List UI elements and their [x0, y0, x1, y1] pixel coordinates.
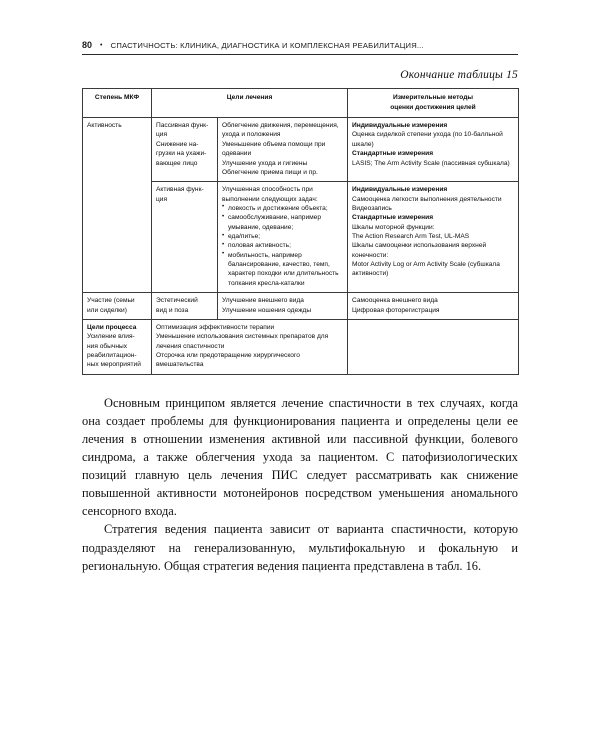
- goal-bullet-item: • ловкость и достижение объекта;: [222, 204, 343, 213]
- cell-goals-active: [218, 182, 348, 293]
- header-measurement-line2: оценки достижения целей: [390, 103, 476, 111]
- subtype-aesthetic-line2: вид и поза: [156, 306, 189, 314]
- goal-bullet-item: • еда/питье;: [222, 232, 343, 241]
- treatment-goals-table: [82, 88, 519, 375]
- header-measurement-methods: [348, 89, 519, 118]
- goal-item: Облегчение движения, перемещения, ухода и положения: [222, 122, 339, 139]
- goal-item: Улучшение ухода и гигиены: [222, 159, 308, 167]
- table-row: [83, 118, 519, 182]
- process-goals-subtitle-line2: ния обычных: [87, 342, 128, 350]
- measure-item: Самооценка внешнего вида: [352, 297, 438, 305]
- header-treatment-goals: Цели лечения: [152, 89, 348, 118]
- table-header: [83, 89, 519, 118]
- icf-participation-line2: или сиделки): [87, 306, 127, 314]
- process-goals-title: Цели процесса: [87, 323, 137, 331]
- cell-subtype-passive: [152, 118, 218, 182]
- subtype-passive-line2: ция: [156, 131, 168, 139]
- subtype-passive-line4: грузки на ухажи-: [156, 150, 207, 158]
- goal-item: Облегчение приема пищи и пр.: [222, 168, 318, 176]
- cell-measures-participation: [348, 293, 519, 320]
- icf-participation-line1: Участие (семьи: [87, 297, 135, 305]
- measures-standard-title: Стандартные измерения: [352, 214, 434, 222]
- measures-standard-text: The Action Research Arm Test, UL-MAS: [352, 233, 470, 241]
- paragraph: Основным принципом является лечение спастичности в тех случаях, когда она создает проблемы для функционирования пациента и определены цели ее лечения в отношении изменения активной или пассивной функции, болевого синдрома, а также облегчения ухода за пациентом. С патофизиологических позиций главную цель лечения ПИС следует рассматривать как снижение повышенной активности мотонейронов посредством уменьшения аномального сенсорного входа.: [82, 395, 518, 519]
- running-head: [82, 40, 518, 53]
- measures-standard-text: Шкалы моторной функции:: [352, 223, 435, 231]
- goal-bullet-item: • мобильность, например балансирование, качество, темп, характер походки или длительность толкания кресла-каталки: [222, 251, 343, 288]
- table-caption: Окончание таблицы 15: [400, 69, 518, 81]
- subtype-active-line2: ция: [156, 195, 168, 203]
- measures-standard-text: Шкалы самооценки использования верхней конечности:: [352, 242, 487, 259]
- goal-intro: Улучшенная способность при выполнении следующих задач:: [222, 186, 318, 203]
- goal-bullet-list: [222, 204, 343, 288]
- subtype-passive-line5: вающее лицо: [156, 159, 198, 167]
- cell-measures-passive: [348, 118, 519, 182]
- paragraph: Стратегия ведения пациента зависит от варианта спастичности, которую подразделяют на генерализованную, мультифокальную и фокальную и региональную. Общая стратегия ведения пациента представлена в табл. 16.: [82, 522, 518, 573]
- goal-bullet-item: • самообслуживание, например умывание, одевание;: [222, 213, 343, 232]
- cell-icf-participation: [83, 293, 152, 320]
- goal-item: Улучшение ношения одежды: [222, 306, 312, 314]
- cell-process-measures: [348, 319, 519, 374]
- cell-process-goals-label: [83, 319, 152, 374]
- measures-standard-text: LASIS; The Arm Activity Scale (пассивная субшкала): [352, 159, 510, 167]
- measures-individual-text: Самооценка легкости выполнения деятельности: [352, 195, 502, 203]
- cell-subtype-aesthetic: [152, 293, 218, 320]
- running-head-title: СПАСТИЧНОСТЬ: КЛИНИКА, ДИАГНОСТИКА И КОМПЛЕКСНАЯ РЕАБИЛИТАЦИЯ...: [110, 41, 424, 50]
- cell-process-goals-content: [152, 319, 348, 374]
- cell-goals-participation: [218, 293, 348, 320]
- cell-goals-passive: [218, 118, 348, 182]
- process-goals-subtitle-line4: ных мероприятий: [87, 361, 141, 369]
- measures-individual-text: Оценка сиделкой степени ухода (по 10-балльной шкале): [352, 131, 503, 148]
- table-header-row: [83, 89, 519, 118]
- header-divider: [82, 54, 518, 55]
- table-row: [83, 293, 519, 320]
- subtype-aesthetic-line1: Эстетический: [156, 297, 198, 305]
- measure-item: Цифровая фоторегистрация: [352, 306, 440, 314]
- cell-subtype-active: [152, 182, 218, 293]
- bullet-icon: •: [100, 42, 103, 49]
- page-number: 80: [82, 40, 93, 50]
- header-icf-level: Степень МКФ: [83, 89, 152, 118]
- subtype-passive-line1: Пассивная функ-: [156, 122, 209, 130]
- subtype-passive-line3: Снижение на-: [156, 140, 199, 148]
- measures-standard-title: Стандартные измерения: [352, 150, 434, 158]
- measures-standard-text: Motor Activity Log or Arm Activity Scale (субшкала активности): [352, 261, 500, 278]
- cell-measures-active: [348, 182, 519, 293]
- goal-item: Уменьшение объема помощи при одевании: [222, 140, 326, 158]
- process-goals-subtitle-line1: Усиление влия-: [87, 333, 135, 341]
- goal-item: Улучшение внешнего вида: [222, 297, 304, 305]
- header-measurement-line1: Измерительные методы: [392, 94, 474, 101]
- process-goals-subtitle-line3: реабилитацион-: [87, 352, 137, 359]
- body-text: [82, 394, 518, 575]
- goal-bullet-item: • половая активность;: [222, 241, 343, 250]
- goal-item: Отсрочка или предотвращение хирургического вмешательства: [156, 352, 300, 369]
- measures-individual-text: Видеозапись: [352, 204, 392, 212]
- measures-individual-title: Индивидуальные измерения: [352, 122, 448, 130]
- subtype-active-line1: Активная функ-: [156, 186, 204, 194]
- cell-icf-activity: Активность: [83, 118, 152, 293]
- table-row: [83, 319, 519, 374]
- goal-item: Оптимизация эффективности терапии: [156, 323, 275, 331]
- goal-item: Уменьшение использования системных препаратов для лечения спастичности: [156, 333, 329, 350]
- table-body: [83, 118, 519, 375]
- measures-individual-title: Индивидуальные измерения: [352, 186, 448, 194]
